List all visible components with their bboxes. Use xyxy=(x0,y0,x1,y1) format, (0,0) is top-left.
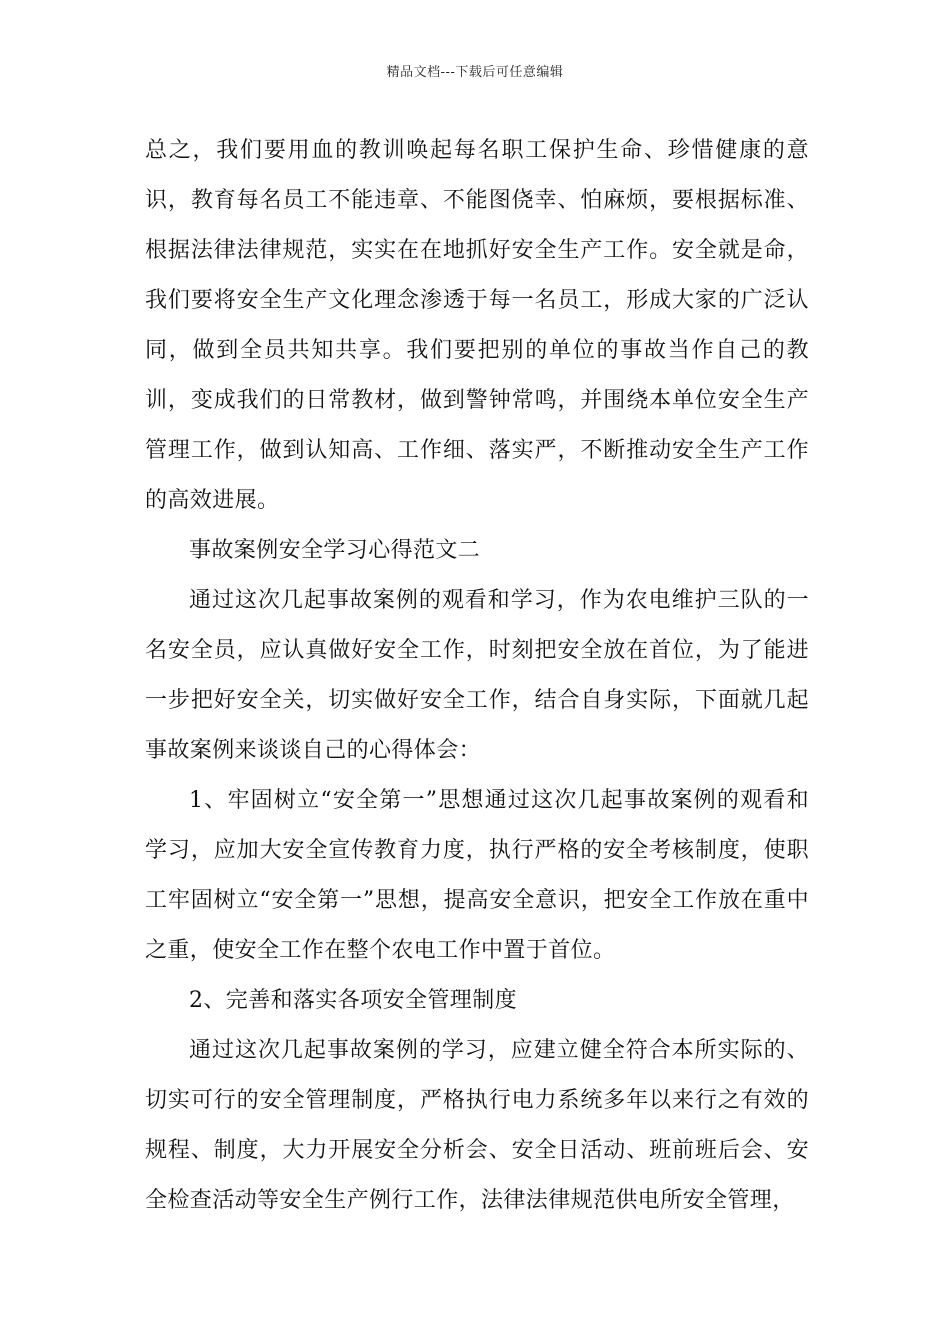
paragraph-intro: 通过这次几起事故案例的观看和学习，作为农电维护三队的一名安全员，应认真做好安全工作，时刻把安全放在首位，为了能进一步把好安全关，切实做好安全工作，结合自身实际，下面就几起事故案例来谈谈自己的心得体会： xyxy=(145,588,809,763)
paragraph-conclusion: 总之，我们要用血的教训唤起每名职工保护生命、珍惜健康的意识，教育每名员工不能违章、不能图侥幸、怕麻烦，要根据标准、根据法律法律规范，实实在在地抓好安全生产工作。安全就是命，我们要将安全生产文化理念渗透于每一名员工，形成大家的广泛认同，做到全员共知共享。我们要把别的单位的事故当作自己的教训，变成我们的日常教材，做到警钟常鸣，并围绕本单位安全生产管理工作，做到认知高、工作细、落实严，不断推动安全生产工作的高效进展。 xyxy=(145,138,809,513)
page-header: 精品文档---下载后可任意编辑 xyxy=(386,65,564,80)
section-heading: 事故案例安全学习心得范文二 xyxy=(189,538,481,563)
paragraph-point-1: 1、牢固树立“安全第一”思想通过这次几起事故案例的观看和学习，应加大安全宣传教育力度，执行严格的安全考核制度，使职工牢固树立“安全第一”思想，提高安全意识，把安全工作放在重中之重，使安全工作在整个农电工作中置于首位。 xyxy=(145,788,809,963)
paragraph-point-2-body: 通过这次几起事故案例的学习，应建立健全符合本所实际的、切实可行的安全管理制度，严格执行电力系统多年以来行之有效的规程、制度，大力开展安全分析会、安全日活动、班前班后会、安全检查活动等安全生产例行工作，法律法律规范供电所安全管理， xyxy=(145,1038,809,1213)
point-2-heading: 2、完善和落实各项安全管理制度 xyxy=(189,988,517,1013)
document-body xyxy=(145,126,809,1226)
